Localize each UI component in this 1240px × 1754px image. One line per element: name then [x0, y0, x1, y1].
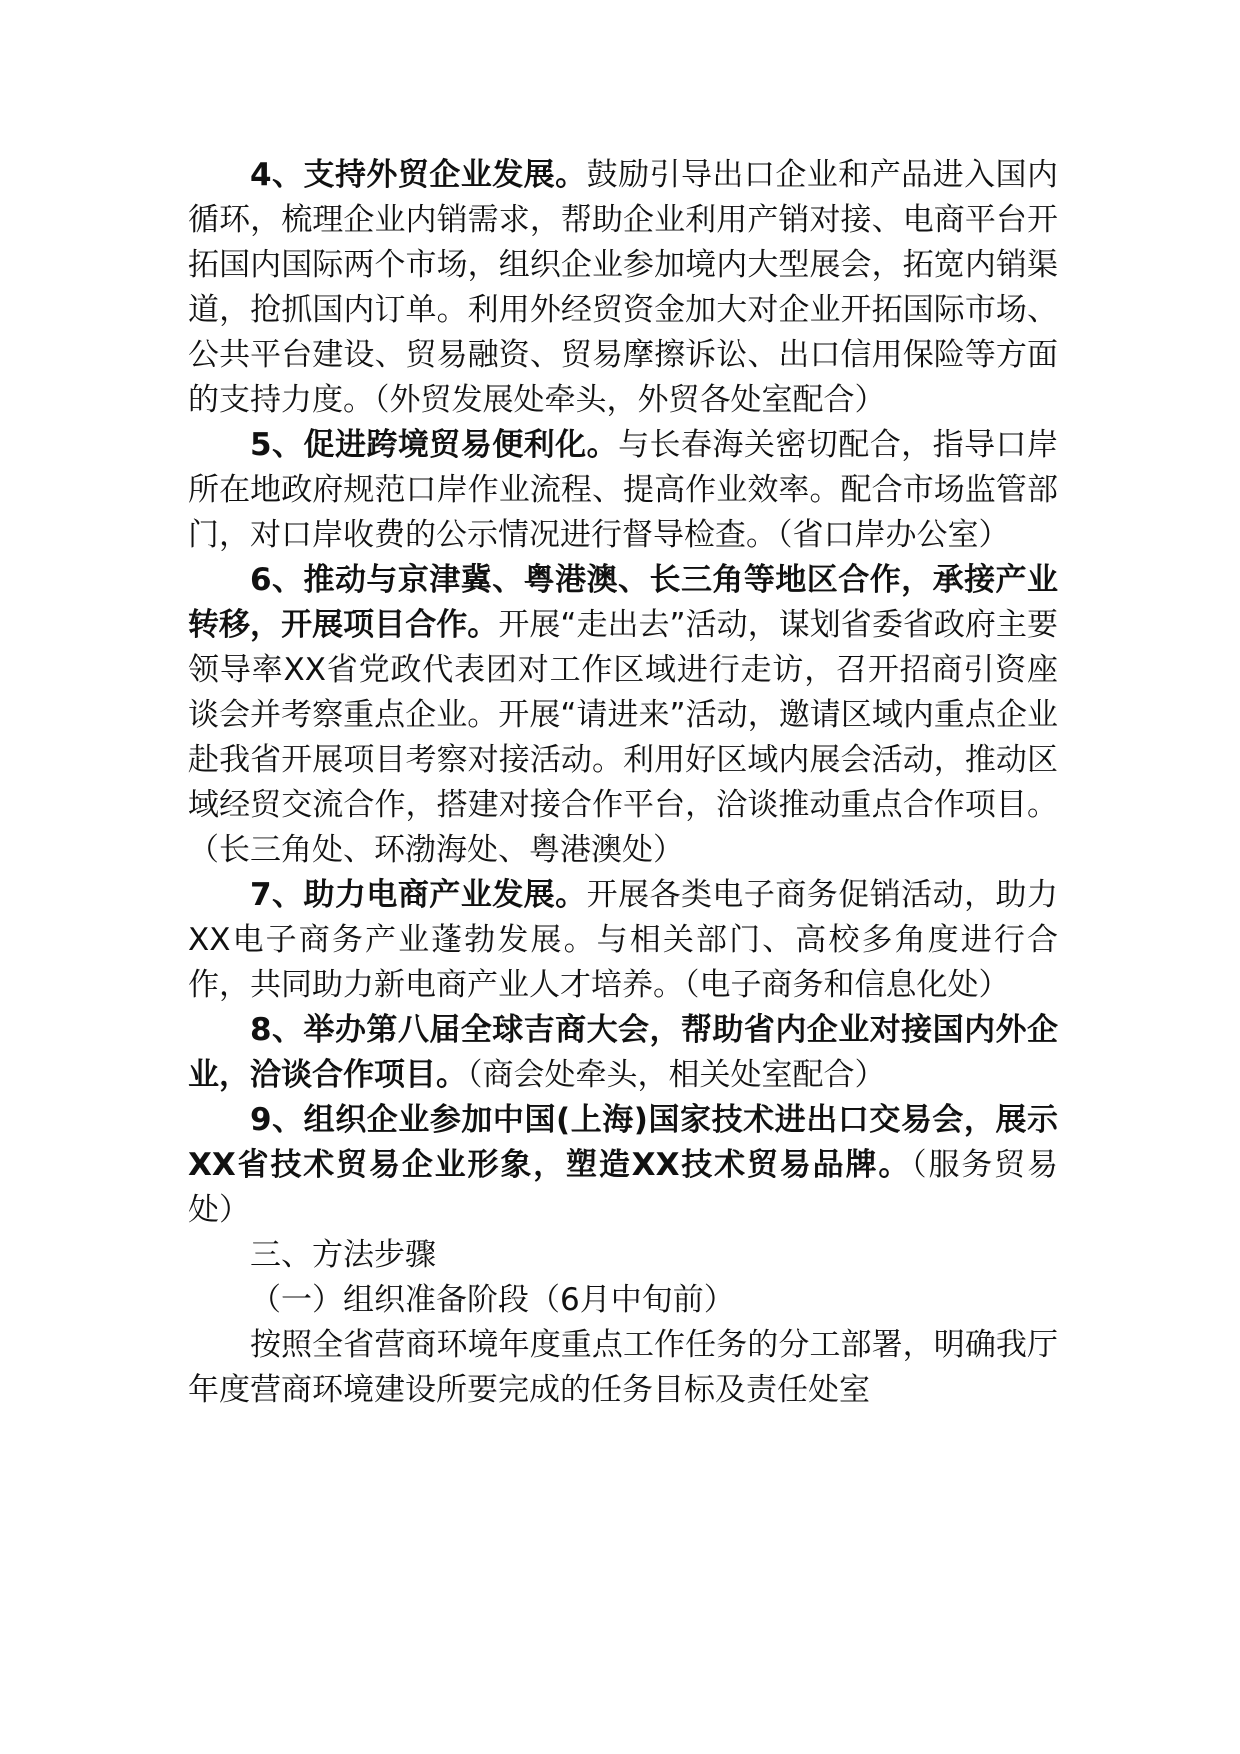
paragraph-body: 与长春海关密切配合，指导口岸所在地政府规范口岸作业流程、提高作业效率。配合市场监管部门，对口岸收费的公示情况进行督导检查。（省口岸办公室）	[188, 427, 1059, 553]
paragraph-body: 鼓励引导出口企业和产品进入国内循环，梳理企业内销需求，帮助企业利用产销对接、电商平台开拓国内国际两个市场，组织企业参加境内大型展会，拓宽内销渠道，抢抓国内订单。利用外经贸资金加大对企业开拓国际市场、公共平台建设、贸易融资、贸易摩擦诉讼、出口信用保险等方面的支持力度。（外贸发展处牵头，外贸各处室配合）	[188, 157, 1059, 418]
paragraph-heading: 6、推动与京津冀、粤港澳、长三角等地区合作，承接产业转移，开展项目合作。	[188, 562, 1058, 643]
paragraph-body: （服务贸易处）	[188, 1147, 1058, 1228]
paragraph-item-5	[188, 423, 1058, 558]
paragraph-item-7	[188, 873, 1058, 1008]
paragraph-body: 开展各类电子商务促销活动，助力XX电子商务产业蓬勃发展。与相关部门、高校多角度进行合作，共同助力新电商产业人才培养。（电子商务和信息化处）	[188, 877, 1059, 1003]
paragraph-heading: 8、举办第八届全球吉商大会，帮助省内企业对接国内外企业，洽谈合作项目。	[188, 1012, 1058, 1093]
paragraph-heading: 9、组织企业参加中国(上海)国家技术进出口交易会，展示XX省技术贸易企业形象，塑造XX技术贸易品牌。	[188, 1102, 1058, 1183]
paragraph-body: 开展“走出去”活动，谋划省委省政府主要领导率XX省党政代表团对工作区域进行走访，召开招商引资座谈会并考察重点企业。开展“请进来”活动，邀请区域内重点企业赴我省开展项目考察对接活动。利用好区域内展会活动，推动区域经贸交流合作，搭建对接合作平台，洽谈推动重点合作项目。（长三角处、环渤海处、粤港澳处）	[188, 607, 1058, 868]
paragraph-heading: 7、助力电商产业发展。	[250, 877, 587, 913]
document-page	[188, 153, 1058, 1413]
paragraph-body: （一）组织准备阶段（6月中旬前）	[250, 1282, 735, 1318]
paragraph-body: 按照全省营商环境年度重点工作任务的分工部署，明确我厅年度营商环境建设所要完成的任务目标及责任处室	[188, 1327, 1058, 1408]
paragraph-heading: 5、促进跨境贸易便利化。	[250, 427, 619, 463]
paragraph-item-9	[188, 1098, 1058, 1233]
paragraph-item-8	[188, 1008, 1058, 1098]
paragraph-heading: 4、支持外贸企业发展。	[250, 157, 587, 193]
paragraph-item-4	[188, 153, 1058, 423]
subsection-heading-preparation	[188, 1278, 1058, 1323]
paragraph-item-6	[188, 558, 1058, 873]
paragraph-body: （商会处牵头，相关处室配合）	[467, 1057, 886, 1093]
paragraph-body: 三、方法步骤	[250, 1237, 436, 1273]
section-heading-methods	[188, 1233, 1058, 1278]
paragraph-preparation-body	[188, 1323, 1058, 1413]
